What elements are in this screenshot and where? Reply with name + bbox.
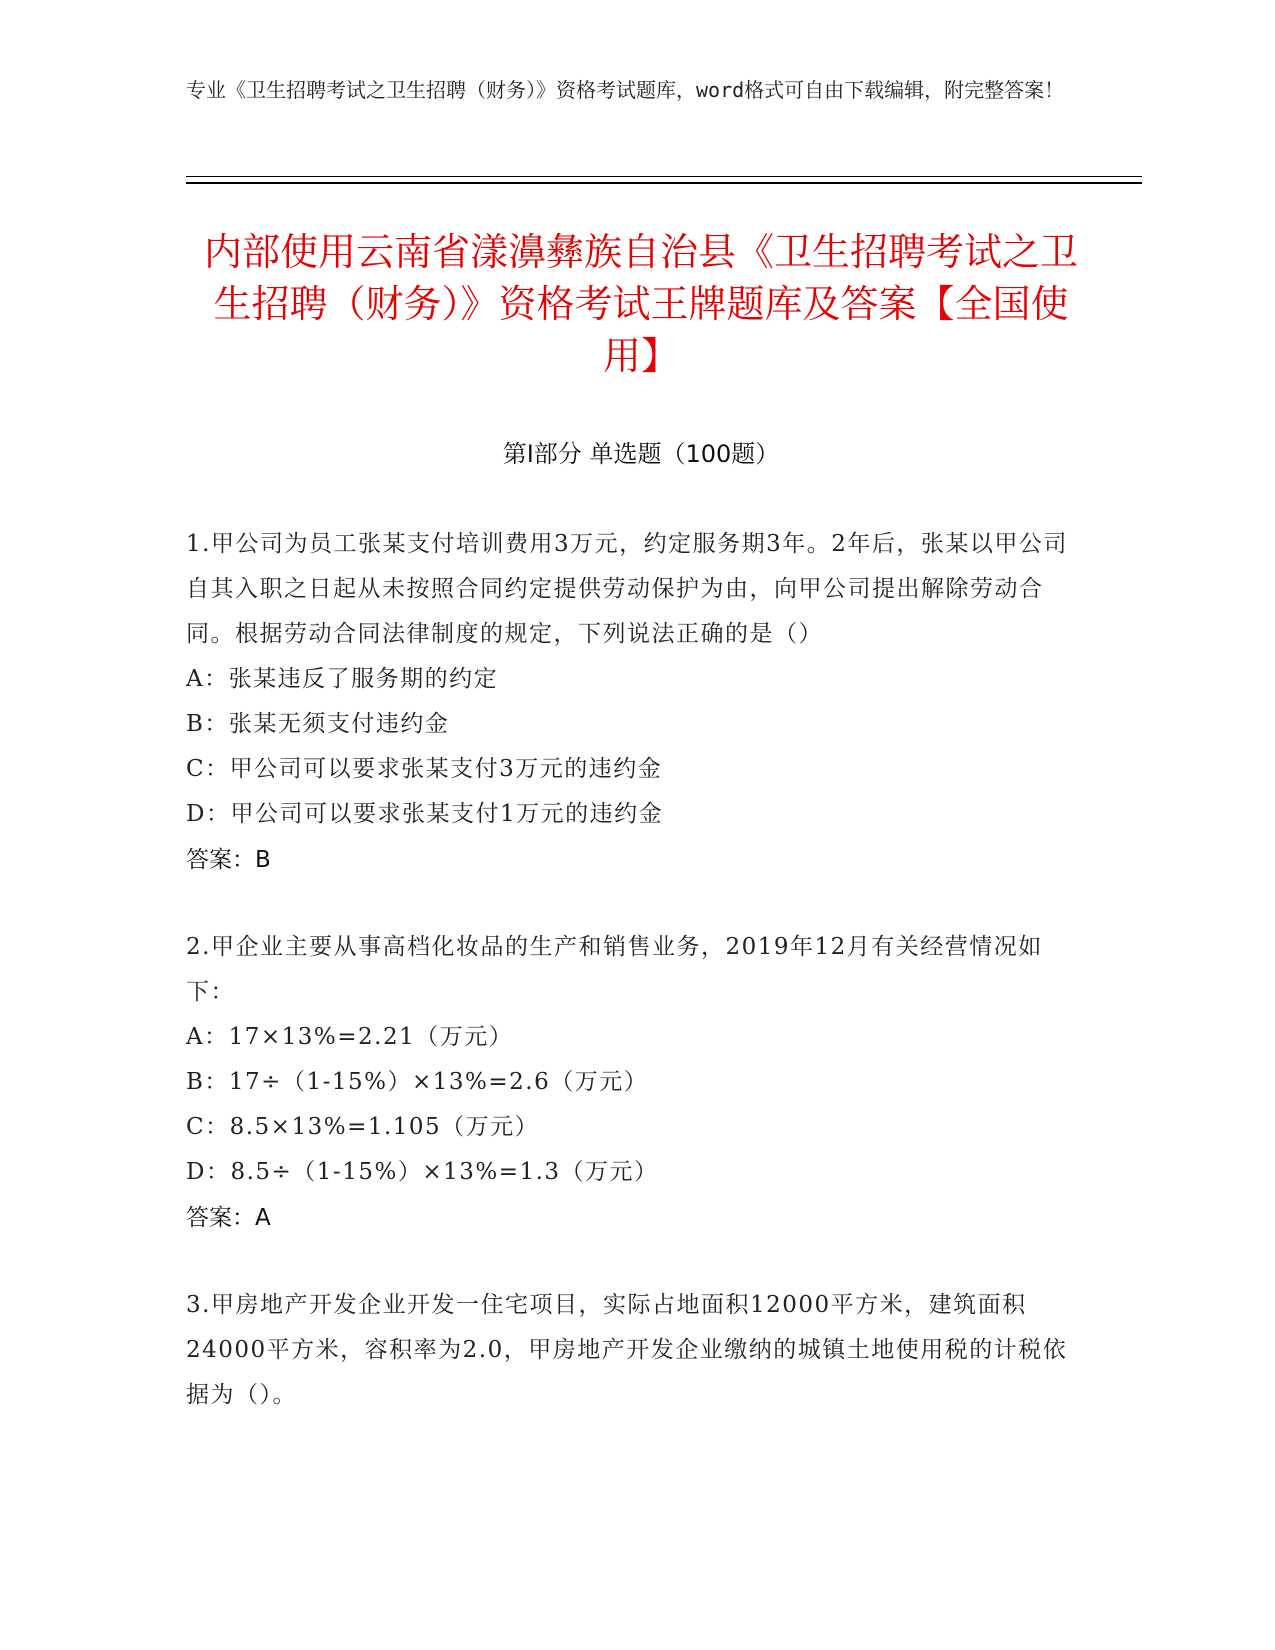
answer-label: 答案：A [186, 1205, 271, 1231]
header-divider-thick [186, 182, 1142, 184]
question-3 [186, 1283, 1086, 1418]
question-list [186, 522, 1086, 1460]
option-d: D：8.5÷（1-15%）×13%=1.3（万元） [186, 1159, 659, 1185]
option-c: C：8.5×13%=1.105（万元） [186, 1114, 540, 1140]
option-a: A：17×13%=2.21（万元） [186, 1024, 514, 1050]
document-title: 内部使用云南省漾濞彝族自治县《卫生招聘考试之卫生招聘（财务）》资格考试王牌题库及答案【全国使用】 [203, 230, 1078, 378]
question-1 [186, 522, 1086, 883]
header-divider-thin [186, 176, 1142, 177]
option-c: C：甲公司可以要求张某支付3万元的违约金 [186, 756, 663, 782]
question-stem: 3.甲房地产开发企业开发一住宅项目，实际占地面积12000平方米，建筑面积24000平方米，容积率为2.0，甲房地产开发企业缴纳的城镇土地使用税的计税依据为（）。 [186, 1292, 1068, 1408]
option-d: D：甲公司可以要求张某支付1万元的违约金 [186, 801, 664, 827]
header-note: 专业《卫生招聘考试之卫生招聘（财务）》资格考试题库，word格式可自由下载编辑，附完整答案！ [186, 78, 1065, 102]
answer-label: 答案：B [186, 847, 271, 873]
option-b: B：17÷（1-15%）×13%=2.6（万元） [186, 1069, 649, 1095]
option-b: B：张某无须支付违约金 [186, 711, 450, 737]
section-title: 第Ⅰ部分 单选题（100题） [502, 440, 780, 468]
question-stem: 2.甲企业主要从事高档化妆品的生产和销售业务，2019年12月有关经营情况如下： [186, 934, 1043, 1005]
option-a: A：张某违反了服务期的约定 [186, 666, 499, 692]
question-2 [186, 925, 1086, 1241]
question-stem: 1.甲公司为员工张某支付培训费用3万元，约定服务期3年。2年后，张某以甲公司自其入职之日起从未按照合同约定提供劳动保护为由，向甲公司提出解除劳动合同。根据劳动合同法律制度的规定，下列说法正确的是（） [186, 531, 1068, 647]
